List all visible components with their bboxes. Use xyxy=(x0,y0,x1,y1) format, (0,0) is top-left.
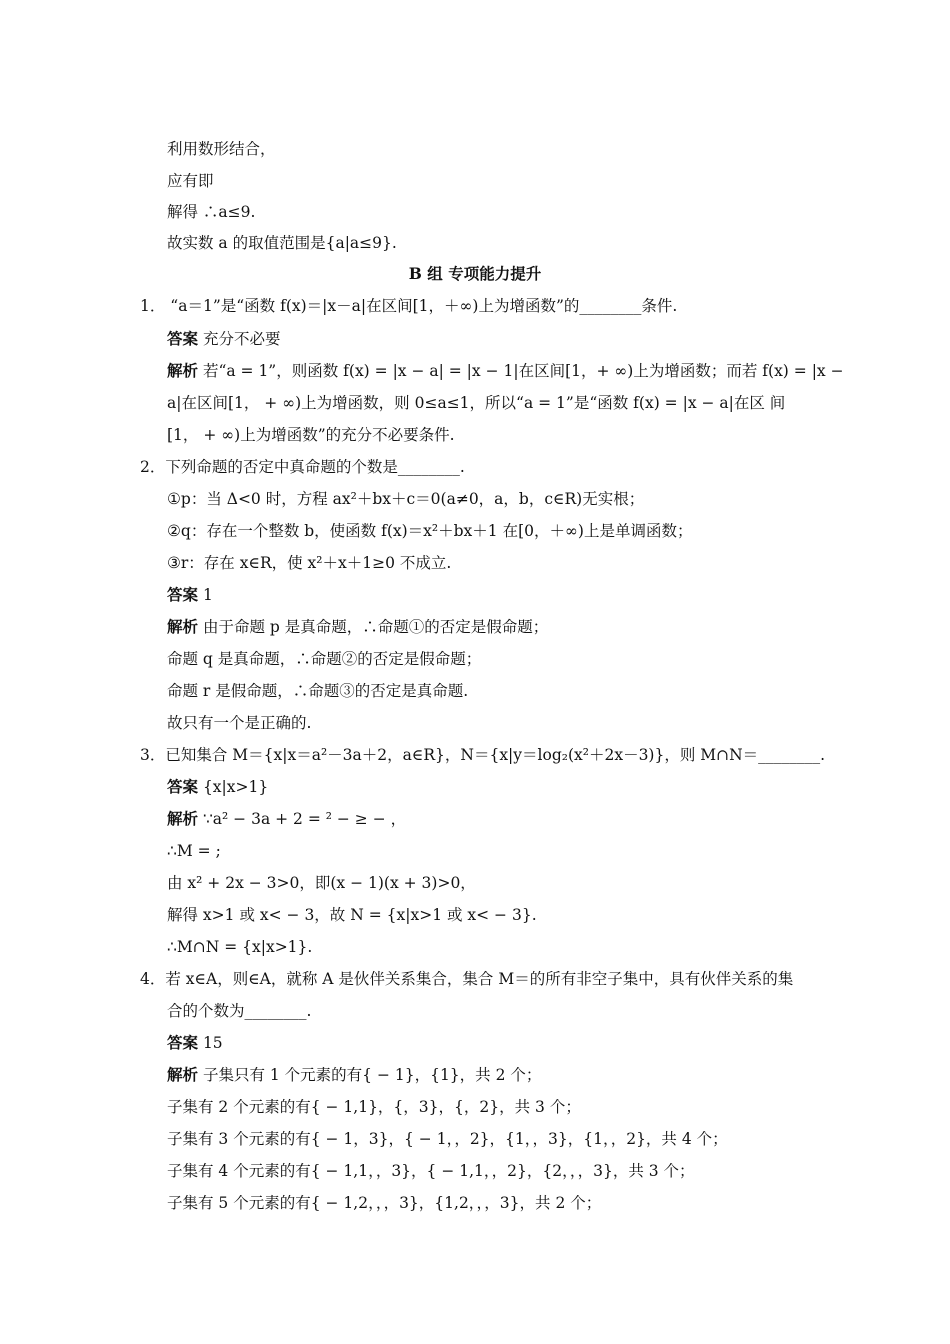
question-4: 4．若 x∈A，则∈A，就称 A 是伙伴关系集合，集合 M＝的所有非空子集中，具有伙伴关系的集 xyxy=(140,970,794,988)
analysis-line: 命题 r 是假命题，∴命题③的否定是真命题. xyxy=(167,682,469,700)
analysis-line: 解析 由于命题 p 是真命题，∴命题①的否定是假命题； xyxy=(167,617,549,636)
analysis-line: ∴M = ; xyxy=(167,842,221,860)
proposition-r: ③r：存在 x∈R，使 x²＋x＋1≥0 不成立. xyxy=(167,554,452,572)
analysis-line: 子集有 2 个元素的有{ − 1,1}，{，3}，{，2}，共 3 个； xyxy=(167,1098,581,1116)
question-1: 1． “a＝1”是“函数 f(x)＝|x－a|在区间[1，＋∞)上为增函数”的________条件. xyxy=(140,297,678,315)
answer-line: 答案 1 xyxy=(167,585,213,604)
analysis-line: 子集有 4 个元素的有{ − 1,1，，3}，{ − 1,1，，2}，{2，，，3}，共 3 个； xyxy=(167,1162,695,1180)
question-3: 3．已知集合 M＝{x|x＝a²－3a＋2，a∈R}，N＝{x|y＝log₂(x²＋2x－3)}，则 M∩N＝________. xyxy=(140,746,826,764)
analysis-line: 解析 若“a = 1”，则函数 f(x) = |x − a| = |x − 1|在区间[1，+ ∞)上为增函数；而若 f(x) = |x − xyxy=(167,361,844,380)
analysis-line: a|在区间[1， + ∞)上为增函数，则 0≤a≤1，所以“a = 1”是“函数 f(x) = |x − a|在区 间 xyxy=(167,394,786,412)
analysis-line: 由 x² + 2x − 3>0，即(x − 1)(x + 3)>0， xyxy=(167,874,476,892)
proposition-p: ①p：当 Δ<0 时，方程 ax²＋bx＋c＝0(a≠0，a，b，c∈R)无实根； xyxy=(167,490,645,508)
answer-line: 答案 15 xyxy=(167,1033,223,1052)
question-4-cont: 合的个数为________. xyxy=(167,1002,312,1020)
analysis-line: 解得 x>1 或 x< − 3，故 N = {x|x>1 或 x< − 3}. xyxy=(167,906,537,924)
text-line: 解得 ∴a≤9. xyxy=(167,203,256,221)
proposition-q: ②q：存在一个整数 b，使函数 f(x)＝x²＋bx＋1 在[0，＋∞)上是单调函数； xyxy=(167,522,693,540)
text-line: 利用数形结合， xyxy=(167,140,276,158)
analysis-line: [1， + ∞)上为增函数”的充分不必要条件. xyxy=(167,426,455,444)
analysis-line: 子集有 5 个元素的有{ − 1,2，，，3}，{1,2，，，3}，共 2 个； xyxy=(167,1194,602,1212)
analysis-line: 命题 q 是真命题，∴命题②的否定是假命题； xyxy=(167,650,482,668)
answer-line: 答案 {x|x>1} xyxy=(167,777,269,796)
question-2: 2．下列命题的否定中真命题的个数是________. xyxy=(140,458,465,476)
text-line: 应有即 xyxy=(167,172,214,190)
text-line: 故实数 a 的取值范围是{a|a≤9}. xyxy=(167,234,397,252)
analysis-line: 故只有一个是正确的. xyxy=(167,714,312,732)
analysis-line: 解析 子集只有 1 个元素的有{ − 1}，{1}，共 2 个； xyxy=(167,1065,542,1084)
answer-line: 答案 充分不必要 xyxy=(167,329,281,348)
analysis-line: ∴M∩N = {x|x>1}. xyxy=(167,938,313,956)
analysis-line: 子集有 3 个元素的有{ − 1，3}，{ − 1，，2}，{1，，3}，{1，，2}，共 4 个； xyxy=(167,1130,728,1148)
analysis-line: 解析 ∵a² − 3a + 2 = ² − ≥ − ， xyxy=(167,809,407,828)
section-title: B 组 专项能力提升 xyxy=(408,264,542,283)
